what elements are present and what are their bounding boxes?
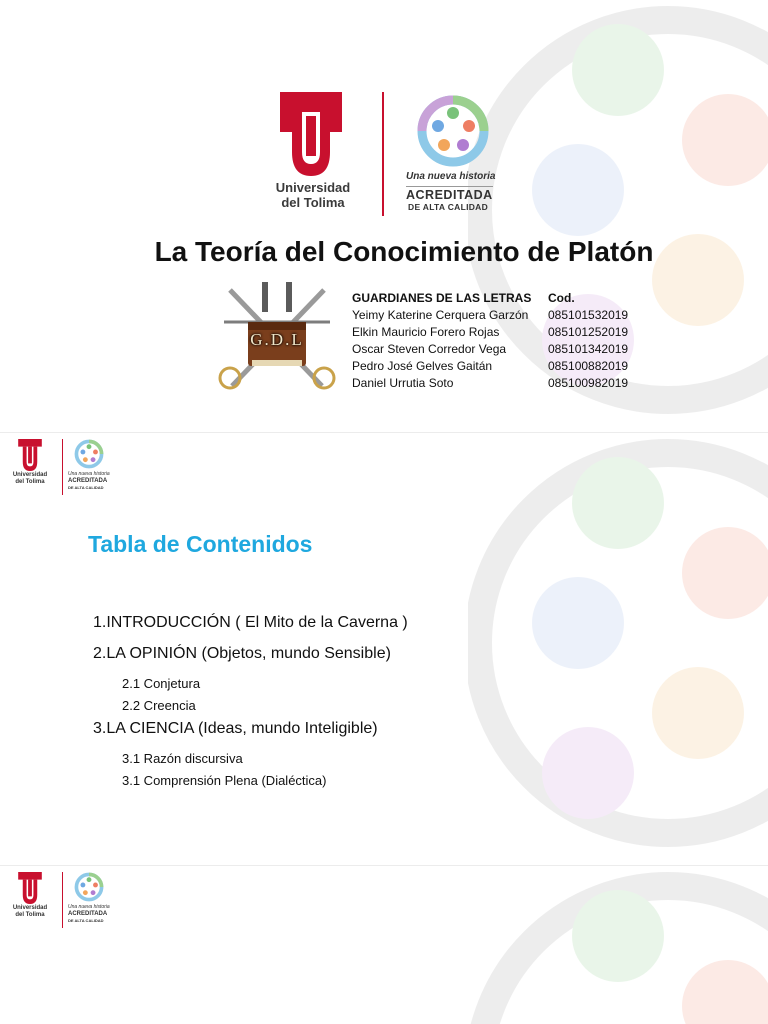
accreditation-main: ACREDITADA [68, 478, 108, 484]
ut-emblem-icon [15, 872, 45, 904]
accreditation-sub: DE ALTA CALIDAD [68, 485, 104, 490]
member-code: 085100982019 [548, 376, 629, 390]
toc-heading: Tabla de Contenidos [88, 531, 313, 557]
member-name: Yeimy Katerine Cerquera Garzón [352, 308, 529, 322]
accreditation-tagline: Una nueva historia [406, 171, 496, 182]
slide-table-of-contents [0, 433, 768, 865]
gdl-label: G.D.L [250, 330, 304, 349]
toc-subitem: 3.1 Comprensión Plena (Dialéctica) [122, 773, 327, 788]
university-name: Universidad del Tolima [275, 180, 351, 210]
university-logo-small [12, 439, 112, 495]
presentation-title: La Teoría del Conocimiento de Platón [154, 236, 654, 267]
member-name: Elkin Mauricio Forero Rojas [352, 325, 500, 339]
member-row [352, 358, 648, 375]
accreditation-sub: DE ALTA CALIDAD [408, 202, 489, 212]
member-row [352, 341, 648, 358]
university-name: Universidad del Tolima [12, 905, 48, 918]
slide-title [0, 0, 768, 432]
decorative-faces-background [468, 866, 768, 1024]
member-row [352, 375, 648, 392]
member-name: Oscar Steven Corredor Vega [352, 342, 507, 356]
logo-divider [382, 92, 384, 216]
member-name: Pedro José Gelves Gaitán [352, 359, 493, 373]
member-code: 085101342019 [548, 342, 629, 356]
accreditation-tagline: Una nueva historia [68, 904, 110, 910]
toc-item: 1.INTRODUCCIÓN ( El Mito de la Caverna ) [93, 614, 408, 631]
member-code: 085101532019 [548, 308, 629, 322]
team-name: GUARDIANES DE LAS LETRAS [352, 291, 532, 305]
university-name: Universidad del Tolima [12, 472, 48, 485]
team-header-row [352, 290, 648, 307]
toc-item: 3.LA CIENCIA (Ideas, mundo Inteligible) [93, 720, 378, 737]
member-code: 085101252019 [548, 325, 629, 339]
accreditation-main: ACREDITADA [406, 188, 493, 202]
university-logo [268, 92, 508, 218]
toc-subitem: 2.2 Creencia [122, 698, 196, 713]
university-logo-small [12, 872, 112, 928]
code-header: Cod. [548, 291, 575, 305]
ut-emblem-icon [15, 439, 45, 471]
member-row [352, 324, 648, 341]
accreditation-main: ACREDITADA [68, 911, 108, 917]
accreditation-ring-icon [74, 872, 104, 902]
toc-subitem: 2.1 Conjetura [122, 676, 201, 691]
team-members-table [352, 290, 648, 392]
member-code: 085100882019 [548, 359, 629, 373]
accreditation-sub: DE ALTA CALIDAD [68, 918, 104, 923]
accreditation-tagline: Una nueva historia [68, 471, 110, 477]
accreditation-ring-icon [74, 439, 104, 469]
ut-emblem-icon [280, 92, 342, 176]
slide-partial [0, 866, 768, 1024]
logo-divider [62, 872, 63, 928]
gdl-emblem [218, 282, 336, 398]
logo-divider [62, 439, 63, 495]
toc-list [93, 612, 408, 793]
member-row [352, 307, 648, 324]
decorative-faces-background [468, 433, 768, 863]
accreditation-ring-icon [416, 94, 490, 168]
toc-subitem: 3.1 Razón discursiva [122, 751, 243, 766]
toc-item: 2.LA OPINIÓN (Objetos, mundo Sensible) [93, 645, 391, 662]
member-name: Daniel Urrutia Soto [352, 376, 454, 390]
